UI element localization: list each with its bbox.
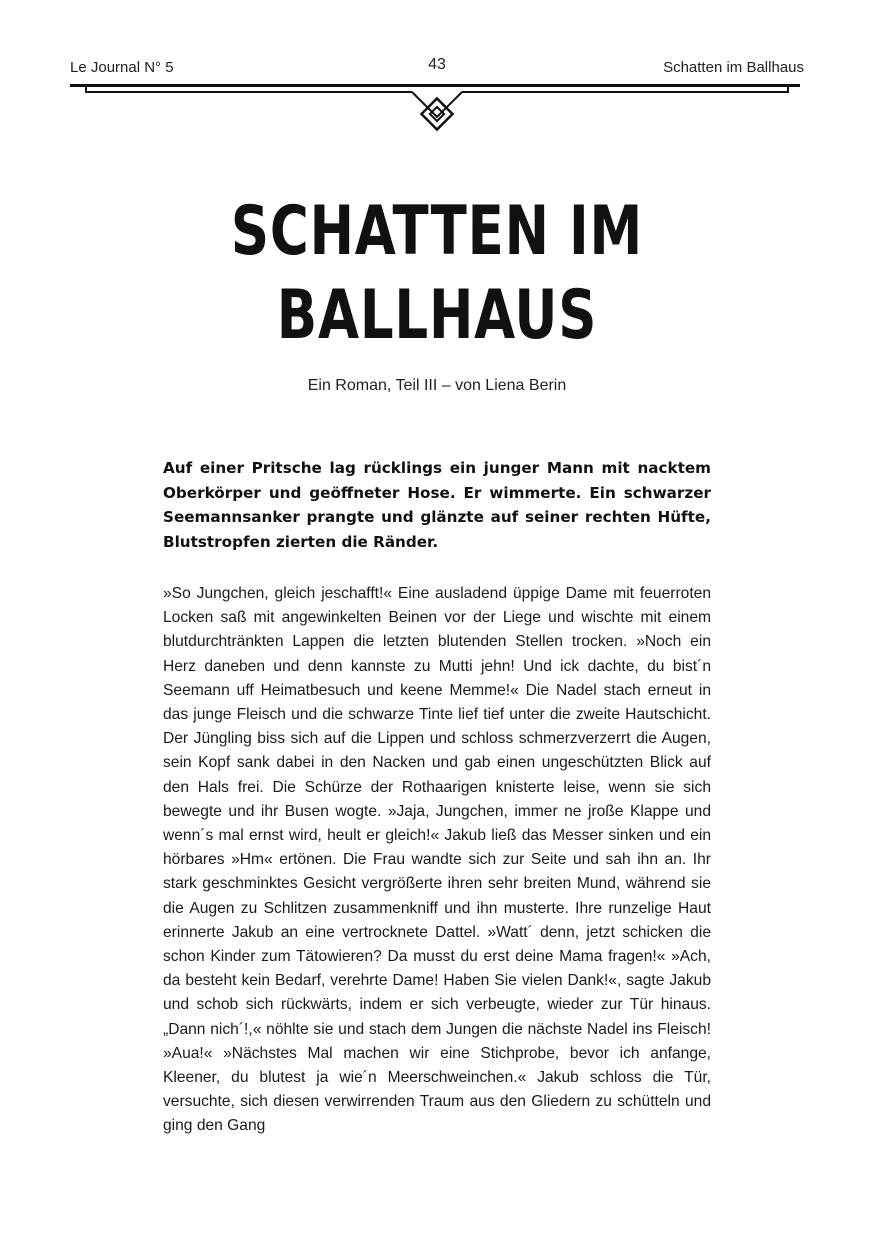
lead-paragraph: Auf einer Pritsche lag rücklings ein junger Mann mit nacktem Oberkörper und geöffneter Hose. Er wimmerte. Ein schwarzer Seemannsanker prangte und glänzte auf seiner rechten Hüfte, Blutstropfen zierten die Ränder. bbox=[163, 459, 711, 551]
page-number: 43 bbox=[428, 56, 446, 73]
article-title: SCHATTEN IM BALLHAUS bbox=[230, 192, 644, 355]
article-subtitle: Ein Roman, Teil III – von Liena Berin bbox=[307, 377, 567, 394]
section-title: Schatten im Ballhaus bbox=[663, 59, 804, 76]
journal-name: Le Journal N° 5 bbox=[70, 59, 174, 76]
body-paragraph: »So Jungchen, gleich jeschafft!« Eine ausladend üppige Dame mit feuerroten Locken saß mit angewinkelten Beinen vor der Liege und wischte mit einem blutdurchtränkten Lappen die letzten blutenden Stellen trocken. »Noch ein Herz daneben und denn kannste zu Mutti jehn! Und ick dachte, du bist´n Seemann uff Heimatbesuch und keene Memme!« Die Nadel stach erneut in das junge Fleisch und die schwarze Tinte lief tief unter die zweite Hautschicht. Der Jüngling biss sich auf die Lippen und schloss schmerzverzerrt die Augen, sein Kopf sank dabei in den Nacken und gab einen ungeschützten Blick auf den Hals frei. Die Schürze der Rothaarigen knisterte leise, wenn sie sich bewegte und ihr Busen wogte. »Jaja, Jungchen, immer ne jroße Klappe und wenn´s mal ernst wird, heult er gleich!« Jakub ließ das Messer sinken und ein hörbares »Hm« ertönen. Die Frau wandte sich zur Seite und sah ihn an. Ihr stark geschminktes Gesicht vergrößerte ihren sehr breiten Mund, während sie die Augen zu Schlitzen zusammenkniff und ihn musterte. Ihre runzelige Haut erinnerte Jakub an eine vertrocknete Dattel. »Watt´ denn, jetzt schicken die schon Kinder zum Tätowieren? Da musst du erst deine Mama fragen!« »Ach, da besteht kein Bedarf, verehrte Dame! Haben Sie vielen Dank!«, sagte Jakub und schob sich rückwärts, indem er sich verbeugte, wieder zur Tür hinaus. „Dann nich´!,« nöhlte sie und stach dem Jungen die nächste Nadel ins Fleisch! »Aua!« »Nächstes Mal machen wir eine Stichprobe, bevor ich anfange, Kleener, du blutest ja wie´n Meerschweinchen.« Jakub schloss die Tür, versuchte, sich diesen verwirrenden Traum aus den Gliedern zu schütteln und ging den Gang bbox=[163, 585, 711, 1135]
header-ornament-icon bbox=[0, 80, 874, 136]
